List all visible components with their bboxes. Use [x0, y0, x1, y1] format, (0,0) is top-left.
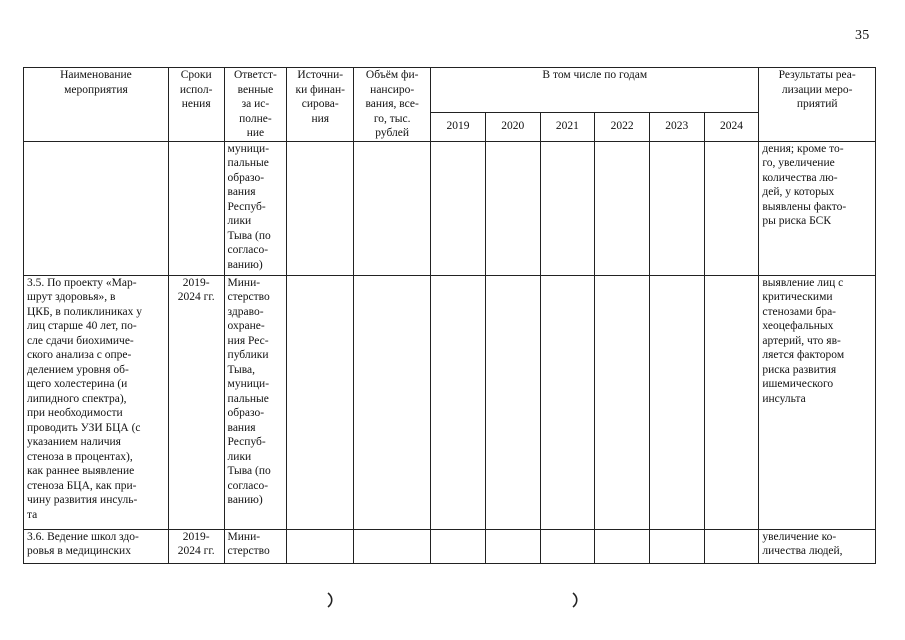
row-name: 3.5. По проекту «Мар- шрут здоровья», в ЦКБ, в поликлиниках у лиц старше 40 лет, по- сле сдачи биохимиче- ского анализа с опре- делением уровня об- щего холестерина (и липидного спектра), при необходимости проводить УЗИ БЦА (с указанием наличия стеноза в процентах), как раннее выявление стеноза БЦА, как при- чину развития инсуль- та: [24, 275, 169, 529]
scan-artifact-glyph: [326, 592, 334, 608]
header-year-2020: 2020: [485, 112, 540, 141]
row-year-2020: [485, 529, 540, 563]
header-name: Наименование мероприятия: [24, 68, 169, 142]
row-terms: 2019- 2024 гг.: [168, 529, 224, 563]
row-sources: [287, 141, 354, 275]
row-year-2020: [485, 275, 540, 529]
row-year-2019: [431, 275, 486, 529]
measures-table-container: [23, 67, 876, 564]
row-volume: [354, 141, 431, 275]
row-year-2024: [704, 141, 759, 275]
header-volume: Объём фи- нансиро- вания, все- го, тыс. рублей: [354, 68, 431, 142]
row-year-2023: [649, 275, 704, 529]
row-year-2023: [649, 529, 704, 563]
row-responsible: Мини- стерство: [224, 529, 287, 563]
row-year-2023: [649, 141, 704, 275]
row-year-2024: [704, 275, 759, 529]
header-terms: Сроки испол- нения: [168, 68, 224, 142]
row-year-2022: [595, 529, 650, 563]
row-responsible: муници- пальные образо- вания Респуб- лики Тыва (по согласо- ванию): [224, 141, 287, 275]
row-results: дения; кроме то- го, увеличение количества лю- дей, у которых выявлены факто- ры риска БСК: [759, 141, 876, 275]
row-terms: 2019- 2024 гг.: [168, 275, 224, 529]
row-terms: [168, 141, 224, 275]
page-number: 35: [855, 28, 870, 43]
row-year-2021: [540, 275, 595, 529]
header-year-2019: 2019: [431, 112, 486, 141]
row-results: выявление лиц с критическими стенозами бра- хеоцефальных артерий, что яв- ляется фактором риска развития ишемического инсульта: [759, 275, 876, 529]
row-sources: [287, 529, 354, 563]
row-volume: [354, 529, 431, 563]
row-year-2022: [595, 275, 650, 529]
table-row: [24, 141, 876, 275]
row-results: увеличение ко- личества людей,: [759, 529, 876, 563]
row-year-2019: [431, 141, 486, 275]
scan-artifact-glyph: [571, 592, 579, 608]
header-year-2023: 2023: [649, 112, 704, 141]
row-year-2024: [704, 529, 759, 563]
scan-artifact-mark: [571, 592, 579, 613]
scan-artifact-mark: [326, 592, 334, 613]
header-year-2022: 2022: [595, 112, 650, 141]
row-responsible: Мини- стерство здраво- охране- ния Рес- публики Тыва, муници- пальные образо- вания Респуб- лики Тыва (по согласо- ванию): [224, 275, 287, 529]
row-volume: [354, 275, 431, 529]
table-row: [24, 529, 876, 563]
row-year-2019: [431, 529, 486, 563]
row-sources: [287, 275, 354, 529]
header-responsible: Ответст- венные за ис- полне- ние: [224, 68, 287, 142]
header-results: Результаты реа- лизации меро- приятий: [759, 68, 876, 142]
table-row: [24, 275, 876, 529]
row-name: [24, 141, 169, 275]
header-year-2024: 2024: [704, 112, 759, 141]
measures-table: [23, 67, 876, 564]
row-year-2022: [595, 141, 650, 275]
header-year-2021: 2021: [540, 112, 595, 141]
row-year-2021: [540, 529, 595, 563]
header-sources: Источни- ки финан- сирова- ния: [287, 68, 354, 142]
header-by-years: В том числе по годам: [431, 68, 759, 113]
row-year-2021: [540, 141, 595, 275]
row-year-2020: [485, 141, 540, 275]
row-name: 3.6. Ведение школ здо- ровья в медицинских: [24, 529, 169, 563]
